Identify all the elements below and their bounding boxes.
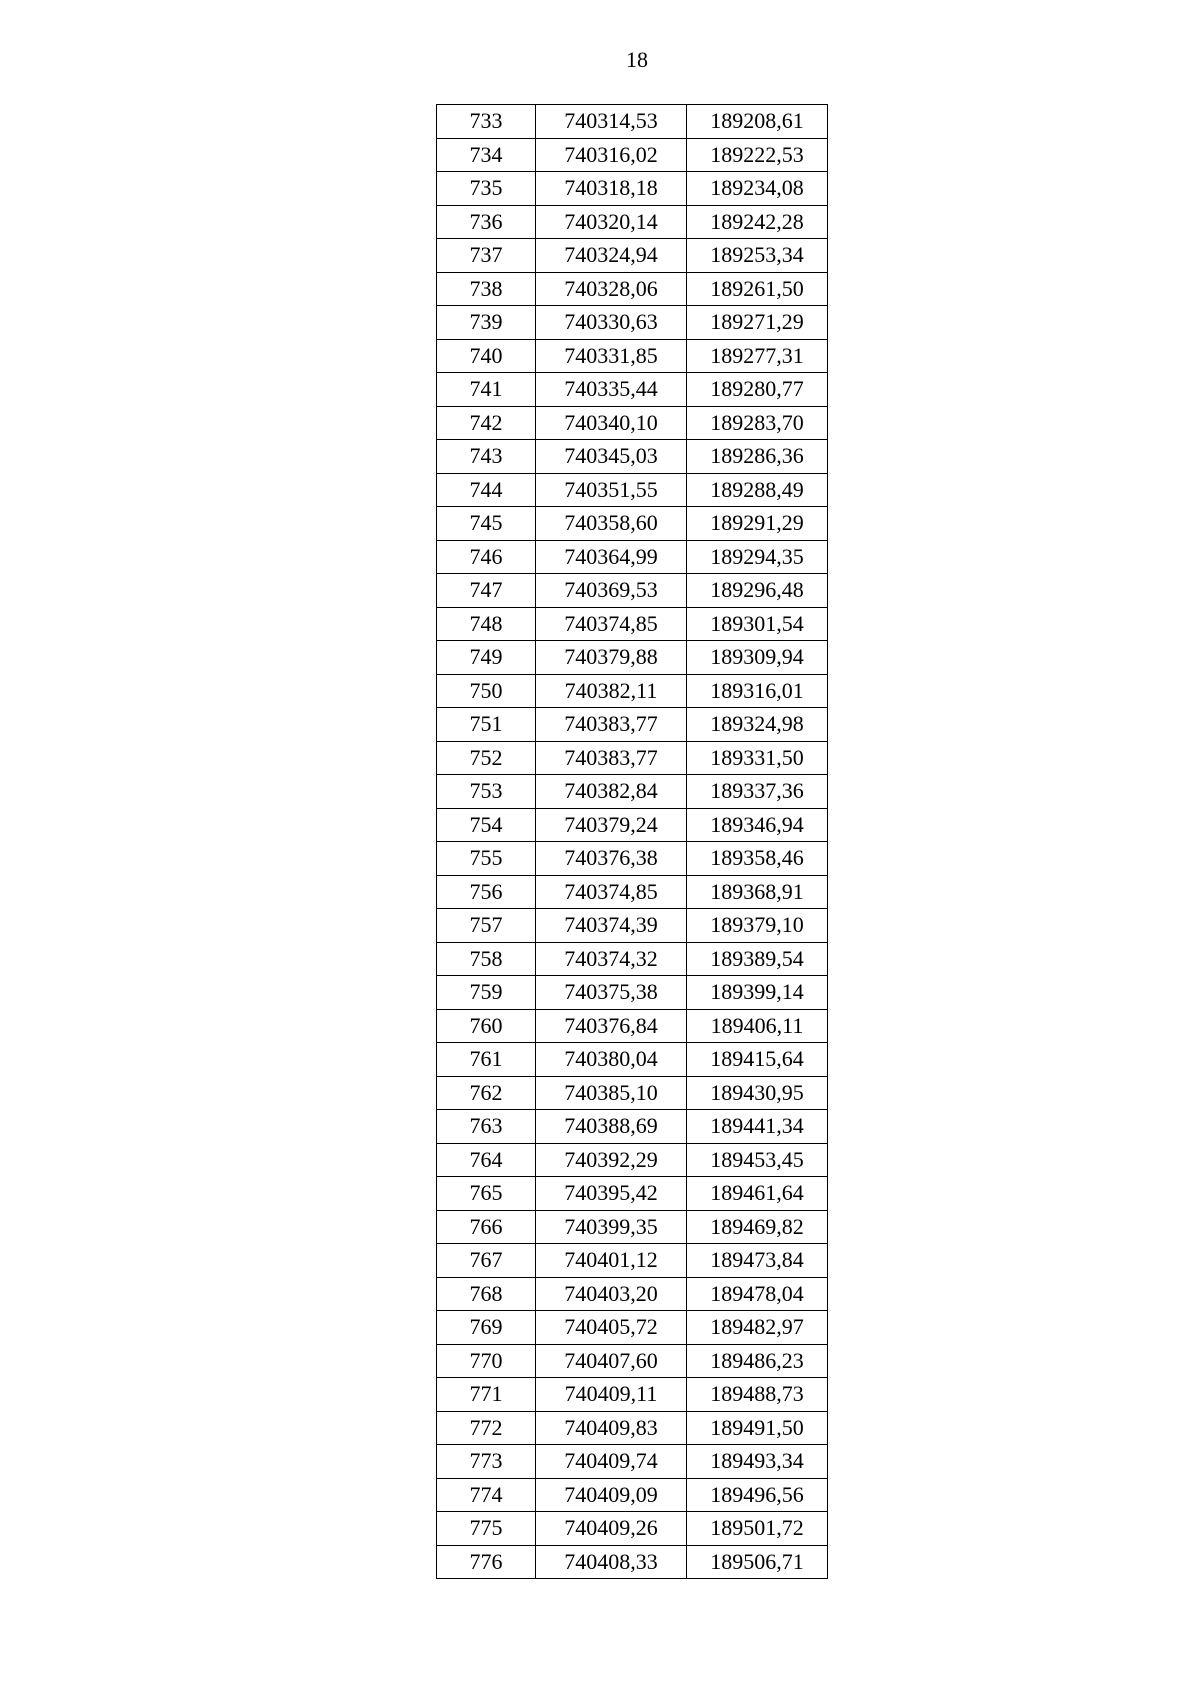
point-number-cell: 772 xyxy=(437,1411,536,1445)
x-coordinate-cell: 740409,09 xyxy=(536,1478,687,1512)
table-row xyxy=(437,138,828,172)
x-coordinate-cell: 740401,12 xyxy=(536,1244,687,1278)
y-coordinate-cell: 189271,29 xyxy=(687,306,828,340)
x-coordinate-cell: 740408,33 xyxy=(536,1545,687,1579)
point-number-cell: 745 xyxy=(437,507,536,541)
point-number-cell: 746 xyxy=(437,540,536,574)
y-coordinate-cell: 189469,82 xyxy=(687,1210,828,1244)
y-coordinate-cell: 189280,77 xyxy=(687,373,828,407)
x-coordinate-cell: 740316,02 xyxy=(536,138,687,172)
point-number-cell: 763 xyxy=(437,1110,536,1144)
point-number-cell: 751 xyxy=(437,708,536,742)
point-number-cell: 759 xyxy=(437,976,536,1010)
table-row xyxy=(437,942,828,976)
y-coordinate-cell: 189389,54 xyxy=(687,942,828,976)
x-coordinate-cell: 740351,55 xyxy=(536,473,687,507)
y-coordinate-cell: 189453,45 xyxy=(687,1143,828,1177)
y-coordinate-cell: 189486,23 xyxy=(687,1344,828,1378)
table-row xyxy=(437,339,828,373)
table-row xyxy=(437,775,828,809)
table-row xyxy=(437,473,828,507)
y-coordinate-cell: 189441,34 xyxy=(687,1110,828,1144)
x-coordinate-cell: 740409,11 xyxy=(536,1378,687,1412)
y-coordinate-cell: 189478,04 xyxy=(687,1277,828,1311)
point-number-cell: 764 xyxy=(437,1143,536,1177)
y-coordinate-cell: 189506,71 xyxy=(687,1545,828,1579)
x-coordinate-cell: 740395,42 xyxy=(536,1177,687,1211)
y-coordinate-cell: 189288,49 xyxy=(687,473,828,507)
point-number-cell: 733 xyxy=(437,105,536,139)
x-coordinate-cell: 740407,60 xyxy=(536,1344,687,1378)
y-coordinate-cell: 189208,61 xyxy=(687,105,828,139)
y-coordinate-cell: 189399,14 xyxy=(687,976,828,1010)
y-coordinate-cell: 189406,11 xyxy=(687,1009,828,1043)
point-number-cell: 770 xyxy=(437,1344,536,1378)
table-row xyxy=(437,1378,828,1412)
y-coordinate-cell: 189283,70 xyxy=(687,406,828,440)
x-coordinate-cell: 740399,35 xyxy=(536,1210,687,1244)
table-row xyxy=(437,741,828,775)
point-number-cell: 754 xyxy=(437,808,536,842)
x-coordinate-cell: 740376,38 xyxy=(536,842,687,876)
table-row xyxy=(437,1076,828,1110)
coordinates-table xyxy=(436,104,828,1579)
y-coordinate-cell: 189242,28 xyxy=(687,205,828,239)
table-row xyxy=(437,641,828,675)
point-number-cell: 734 xyxy=(437,138,536,172)
point-number-cell: 736 xyxy=(437,205,536,239)
table-row xyxy=(437,272,828,306)
x-coordinate-cell: 740340,10 xyxy=(536,406,687,440)
table-row xyxy=(437,440,828,474)
y-coordinate-cell: 189222,53 xyxy=(687,138,828,172)
point-number-cell: 747 xyxy=(437,574,536,608)
table-row xyxy=(437,607,828,641)
y-coordinate-cell: 189473,84 xyxy=(687,1244,828,1278)
x-coordinate-cell: 740382,84 xyxy=(536,775,687,809)
point-number-cell: 741 xyxy=(437,373,536,407)
point-number-cell: 757 xyxy=(437,909,536,943)
y-coordinate-cell: 189291,29 xyxy=(687,507,828,541)
table-row xyxy=(437,1545,828,1579)
y-coordinate-cell: 189277,31 xyxy=(687,339,828,373)
point-number-cell: 760 xyxy=(437,1009,536,1043)
point-number-cell: 740 xyxy=(437,339,536,373)
point-number-cell: 768 xyxy=(437,1277,536,1311)
point-number-cell: 766 xyxy=(437,1210,536,1244)
point-number-cell: 752 xyxy=(437,741,536,775)
x-coordinate-cell: 740403,20 xyxy=(536,1277,687,1311)
x-coordinate-cell: 740409,26 xyxy=(536,1512,687,1546)
table-row xyxy=(437,306,828,340)
point-number-cell: 742 xyxy=(437,406,536,440)
y-coordinate-cell: 189415,64 xyxy=(687,1043,828,1077)
table-row xyxy=(437,172,828,206)
x-coordinate-cell: 740318,18 xyxy=(536,172,687,206)
x-coordinate-cell: 740380,04 xyxy=(536,1043,687,1077)
y-coordinate-cell: 189430,95 xyxy=(687,1076,828,1110)
table-row xyxy=(437,1143,828,1177)
table-row xyxy=(437,674,828,708)
y-coordinate-cell: 189253,34 xyxy=(687,239,828,273)
table-row xyxy=(437,909,828,943)
x-coordinate-cell: 740409,83 xyxy=(536,1411,687,1445)
x-coordinate-cell: 740383,77 xyxy=(536,741,687,775)
y-coordinate-cell: 189331,50 xyxy=(687,741,828,775)
point-number-cell: 769 xyxy=(437,1311,536,1345)
x-coordinate-cell: 740335,44 xyxy=(536,373,687,407)
point-number-cell: 749 xyxy=(437,641,536,675)
x-coordinate-cell: 740358,60 xyxy=(536,507,687,541)
coordinates-table-body xyxy=(437,105,828,1579)
table-row xyxy=(437,875,828,909)
point-number-cell: 750 xyxy=(437,674,536,708)
y-coordinate-cell: 189286,36 xyxy=(687,440,828,474)
table-row xyxy=(437,1445,828,1479)
y-coordinate-cell: 189261,50 xyxy=(687,272,828,306)
x-coordinate-cell: 740385,10 xyxy=(536,1076,687,1110)
x-coordinate-cell: 740379,24 xyxy=(536,808,687,842)
table-row xyxy=(437,1311,828,1345)
point-number-cell: 758 xyxy=(437,942,536,976)
table-row xyxy=(437,842,828,876)
table-row xyxy=(437,1344,828,1378)
y-coordinate-cell: 189461,64 xyxy=(687,1177,828,1211)
x-coordinate-cell: 740324,94 xyxy=(536,239,687,273)
x-coordinate-cell: 740330,63 xyxy=(536,306,687,340)
point-number-cell: 773 xyxy=(437,1445,536,1479)
table-row xyxy=(437,1512,828,1546)
x-coordinate-cell: 740374,39 xyxy=(536,909,687,943)
table-row xyxy=(437,1177,828,1211)
table-row xyxy=(437,708,828,742)
x-coordinate-cell: 740314,53 xyxy=(536,105,687,139)
point-number-cell: 743 xyxy=(437,440,536,474)
y-coordinate-cell: 189294,35 xyxy=(687,540,828,574)
y-coordinate-cell: 189501,72 xyxy=(687,1512,828,1546)
y-coordinate-cell: 189358,46 xyxy=(687,842,828,876)
x-coordinate-cell: 740374,85 xyxy=(536,607,687,641)
table-row xyxy=(437,976,828,1010)
point-number-cell: 774 xyxy=(437,1478,536,1512)
y-coordinate-cell: 189234,08 xyxy=(687,172,828,206)
x-coordinate-cell: 740375,38 xyxy=(536,976,687,1010)
table-row xyxy=(437,1110,828,1144)
y-coordinate-cell: 189346,94 xyxy=(687,808,828,842)
point-number-cell: 756 xyxy=(437,875,536,909)
x-coordinate-cell: 740382,11 xyxy=(536,674,687,708)
y-coordinate-cell: 189368,91 xyxy=(687,875,828,909)
x-coordinate-cell: 740331,85 xyxy=(536,339,687,373)
table-row xyxy=(437,808,828,842)
x-coordinate-cell: 740409,74 xyxy=(536,1445,687,1479)
y-coordinate-cell: 189316,01 xyxy=(687,674,828,708)
point-number-cell: 767 xyxy=(437,1244,536,1278)
table-row xyxy=(437,1244,828,1278)
y-coordinate-cell: 189488,73 xyxy=(687,1378,828,1412)
y-coordinate-cell: 189482,97 xyxy=(687,1311,828,1345)
y-coordinate-cell: 189337,36 xyxy=(687,775,828,809)
point-number-cell: 762 xyxy=(437,1076,536,1110)
x-coordinate-cell: 740392,29 xyxy=(536,1143,687,1177)
y-coordinate-cell: 189491,50 xyxy=(687,1411,828,1445)
table-row xyxy=(437,1043,828,1077)
x-coordinate-cell: 740374,85 xyxy=(536,875,687,909)
page-number: 18 xyxy=(626,47,648,72)
point-number-cell: 755 xyxy=(437,842,536,876)
table-row xyxy=(437,574,828,608)
y-coordinate-cell: 189496,56 xyxy=(687,1478,828,1512)
table-row xyxy=(437,1277,828,1311)
x-coordinate-cell: 740405,72 xyxy=(536,1311,687,1345)
x-coordinate-cell: 740328,06 xyxy=(536,272,687,306)
point-number-cell: 739 xyxy=(437,306,536,340)
table-row xyxy=(437,406,828,440)
x-coordinate-cell: 740364,99 xyxy=(536,540,687,574)
y-coordinate-cell: 189309,94 xyxy=(687,641,828,675)
point-number-cell: 775 xyxy=(437,1512,536,1546)
x-coordinate-cell: 740369,53 xyxy=(536,574,687,608)
point-number-cell: 771 xyxy=(437,1378,536,1412)
point-number-cell: 776 xyxy=(437,1545,536,1579)
table-row xyxy=(437,239,828,273)
x-coordinate-cell: 740383,77 xyxy=(536,708,687,742)
x-coordinate-cell: 740376,84 xyxy=(536,1009,687,1043)
point-number-cell: 761 xyxy=(437,1043,536,1077)
table-row xyxy=(437,1478,828,1512)
x-coordinate-cell: 740374,32 xyxy=(536,942,687,976)
point-number-cell: 738 xyxy=(437,272,536,306)
table-row xyxy=(437,205,828,239)
x-coordinate-cell: 740388,69 xyxy=(536,1110,687,1144)
x-coordinate-cell: 740379,88 xyxy=(536,641,687,675)
y-coordinate-cell: 189493,34 xyxy=(687,1445,828,1479)
y-coordinate-cell: 189301,54 xyxy=(687,607,828,641)
table-row xyxy=(437,373,828,407)
point-number-cell: 765 xyxy=(437,1177,536,1211)
table-row xyxy=(437,1009,828,1043)
point-number-cell: 735 xyxy=(437,172,536,206)
point-number-cell: 744 xyxy=(437,473,536,507)
x-coordinate-cell: 740345,03 xyxy=(536,440,687,474)
point-number-cell: 748 xyxy=(437,607,536,641)
table-row xyxy=(437,1411,828,1445)
point-number-cell: 737 xyxy=(437,239,536,273)
table-row xyxy=(437,105,828,139)
table-row xyxy=(437,1210,828,1244)
table-row xyxy=(437,507,828,541)
y-coordinate-cell: 189324,98 xyxy=(687,708,828,742)
x-coordinate-cell: 740320,14 xyxy=(536,205,687,239)
table-row xyxy=(437,540,828,574)
y-coordinate-cell: 189379,10 xyxy=(687,909,828,943)
point-number-cell: 753 xyxy=(437,775,536,809)
y-coordinate-cell: 189296,48 xyxy=(687,574,828,608)
